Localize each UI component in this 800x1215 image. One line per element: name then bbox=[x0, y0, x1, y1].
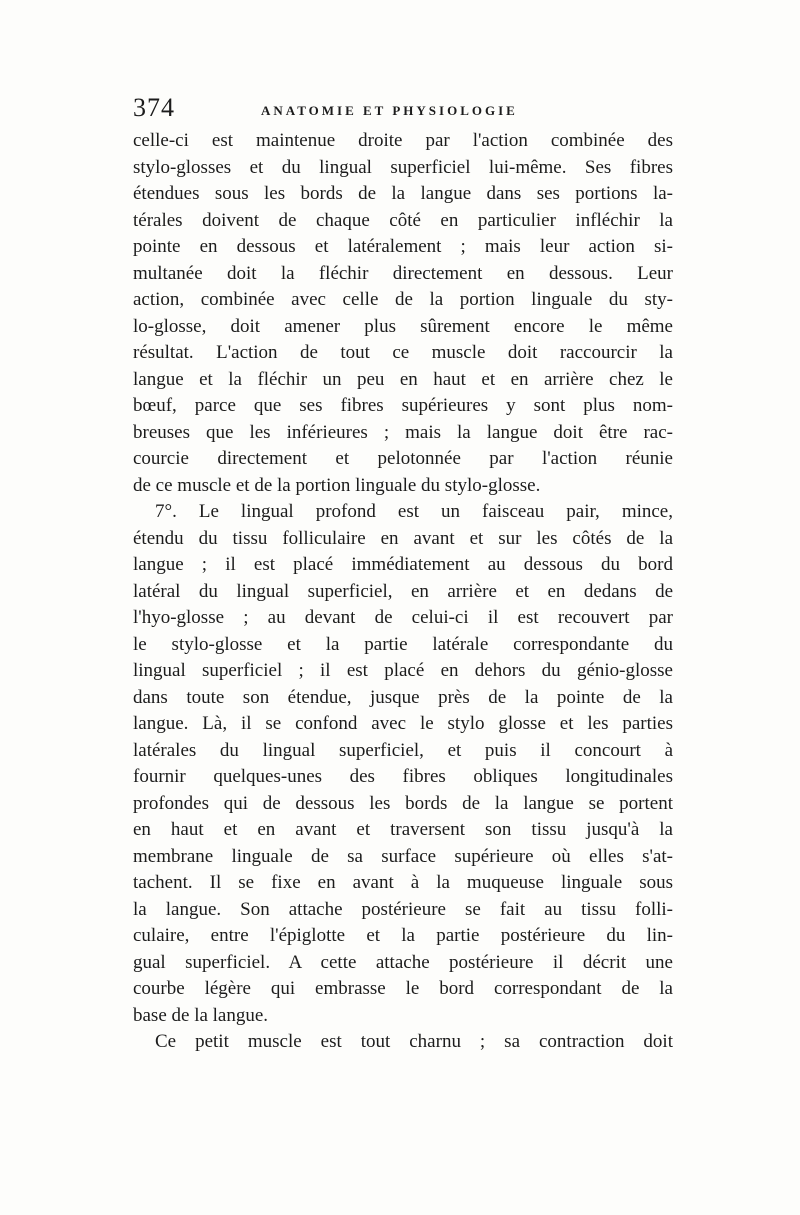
text-line: langue et la fléchir un peu en haut et en arrière chez le bbox=[133, 368, 673, 390]
text-line: la langue. Son attache postérieure se fait au tissu folli- bbox=[133, 898, 673, 920]
text-line: étendu du tissu folliculaire en avant et sur les côtés de la bbox=[133, 527, 673, 549]
text-line: gual superficiel. A cette attache postérieure il décrit une bbox=[133, 951, 673, 973]
text-line: membrane linguale de sa surface supérieure où elles s'at- bbox=[133, 845, 673, 867]
page-number: 374 bbox=[133, 93, 175, 122]
text-line: lo-glosse, doit amener plus sûrement encore le même bbox=[133, 315, 673, 337]
text-line: pointe en dessous et latéralement ; mais leur action si- bbox=[133, 236, 673, 257]
body-text bbox=[133, 128, 673, 1056]
text-line: de ce muscle et de la portion linguale du stylo-glosse. bbox=[133, 474, 541, 496]
text-line: l'hyo-glosse ; au devant de celui-ci il est recouvert par bbox=[133, 607, 673, 628]
text-line: celle-ci est maintenue droite par l'action combinée des bbox=[133, 130, 673, 151]
text-line: stylo-glosses et du lingual superficiel lui-même. Ses fibres bbox=[133, 156, 673, 178]
text-line: dans toute son étendue, jusque près de la pointe de la bbox=[133, 686, 673, 708]
text-line: breuses que les inférieures ; mais la langue doit être rac- bbox=[133, 421, 673, 443]
text-line: culaire, entre l'épiglotte et la partie postérieure du lin- bbox=[133, 925, 673, 946]
text-line: courcie directement et pelotonnée par l'action réunie bbox=[133, 448, 673, 469]
text-line: étendues sous les bords de la langue dans ses portions la- bbox=[133, 183, 673, 204]
text-line: bœuf, parce que ses fibres supérieures y sont plus nom- bbox=[133, 395, 673, 416]
text-line: action, combinée avec celle de la portion linguale du sty- bbox=[133, 289, 673, 310]
text-line: langue. Là, il se confond avec le stylo glosse et les parties bbox=[133, 713, 673, 734]
text-line: latérales du lingual superficiel, et puis il concourt à bbox=[133, 739, 673, 761]
text-line: langue ; il est placé immédiatement au dessous du bord bbox=[133, 554, 673, 575]
text-line: lingual superficiel ; il est placé en dehors du génio-glosse bbox=[133, 660, 673, 681]
paragraph-start-line: 7°. Le lingual profond est un faisceau pair, mince, bbox=[155, 501, 673, 522]
text-line: courbe légère qui embrasse le bord correspondant de la bbox=[133, 978, 673, 999]
text-line: le stylo-glosse et la partie latérale correspondante du bbox=[133, 633, 673, 655]
page-header bbox=[133, 93, 670, 127]
text-line: résultat. L'action de tout ce muscle doit raccourcir la bbox=[133, 342, 673, 363]
text-line: tachent. Il se fixe en avant à la muqueuse linguale sous bbox=[133, 872, 673, 893]
text-line: latéral du lingual superficiel, en arrière et en dedans de bbox=[133, 580, 673, 602]
text-line: en haut et en avant et traversent son tissu jusqu'à la bbox=[133, 819, 673, 840]
paragraph-start-line: Ce petit muscle est tout charnu ; sa contraction doit bbox=[155, 1031, 673, 1052]
running-head: ANATOMIE ET PHYSIOLOGIE bbox=[261, 103, 518, 118]
text-line: base de la langue. bbox=[133, 1004, 269, 1026]
text-line: multanée doit la fléchir directement en dessous. Leur bbox=[133, 262, 673, 284]
text-line: térales doivent de chaque côté en particulier infléchir la bbox=[133, 209, 673, 231]
text-line: fournir quelques-unes des fibres obliques longitudinales bbox=[133, 766, 673, 787]
text-line: profondes qui de dessous les bords de la langue se portent bbox=[133, 792, 673, 814]
